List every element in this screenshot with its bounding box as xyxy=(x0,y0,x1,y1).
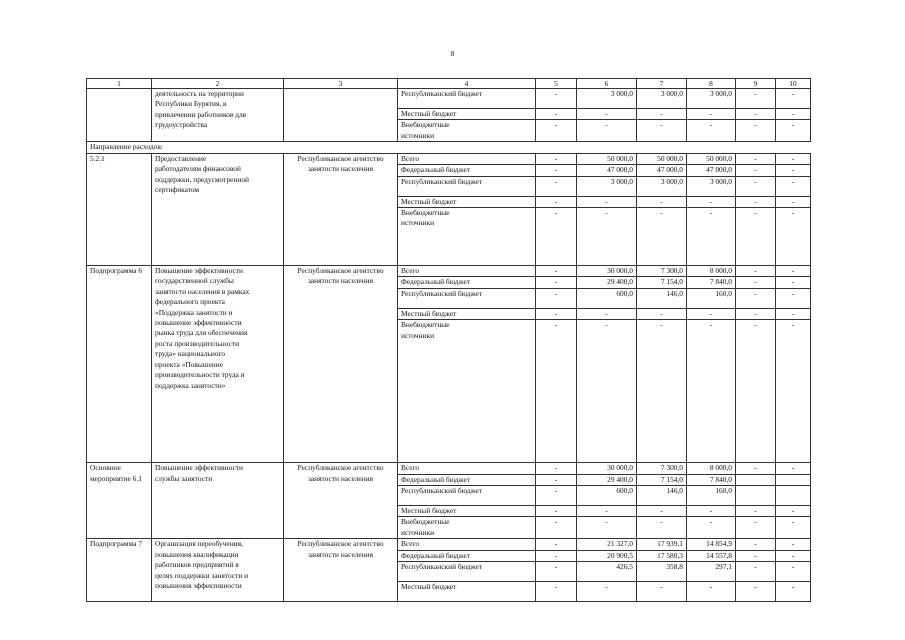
value-cell: - xyxy=(776,208,811,266)
funding-source xyxy=(398,506,536,517)
value-cell: 14 557,8 xyxy=(687,550,736,561)
value-cell: - xyxy=(577,320,637,463)
funding-source-label: Внебюджетные источники xyxy=(401,120,450,140)
value-cell: - xyxy=(736,550,776,561)
value-cell: - xyxy=(577,506,637,517)
value-cell: - xyxy=(776,320,811,463)
column-header: 9 xyxy=(736,79,776,89)
value-cell: 3 000,0 xyxy=(687,176,736,196)
description-cell xyxy=(152,89,284,142)
column-header: 7 xyxy=(637,79,687,89)
column-header: 8 xyxy=(687,79,736,89)
value-cell: - xyxy=(776,463,811,474)
value-cell: - xyxy=(736,120,776,142)
value-cell: - xyxy=(637,208,687,266)
column-header: 1 xyxy=(87,79,152,89)
description-cell xyxy=(152,463,284,539)
value-cell: - xyxy=(637,320,687,463)
value-cell: - xyxy=(687,196,736,207)
value-cell: 7 840,0 xyxy=(687,474,736,485)
value-cell: - xyxy=(577,582,637,602)
value-cell: - xyxy=(637,582,687,602)
value-cell: 3 000,0 xyxy=(687,89,736,109)
value-cell: 21 327,0 xyxy=(577,539,637,550)
column-header: 2 xyxy=(152,79,284,89)
value-cell xyxy=(736,486,776,506)
value-cell: - xyxy=(736,176,776,196)
value-cell: - xyxy=(776,582,811,602)
value-cell: - xyxy=(536,308,577,319)
value-cell: - xyxy=(776,165,811,176)
funding-source-label: Федеральный бюджет xyxy=(401,550,471,560)
table-row xyxy=(87,463,811,474)
funding-source-label: Республиканский бюджет xyxy=(401,562,483,572)
funding-source xyxy=(398,486,536,506)
funding-source-label: Федеральный бюджет xyxy=(401,165,471,175)
value-cell: - xyxy=(776,506,811,517)
funding-source xyxy=(398,320,536,463)
funding-source xyxy=(398,308,536,319)
value-cell: - xyxy=(776,266,811,277)
funding-source xyxy=(398,539,536,550)
funding-source xyxy=(398,153,536,164)
value-cell: - xyxy=(536,474,577,485)
value-cell: - xyxy=(736,517,776,539)
value-cell: - xyxy=(687,308,736,319)
executor-cell xyxy=(284,266,398,463)
funding-source-label: Федеральный бюджет xyxy=(401,474,471,484)
value-cell: 50 000,0 xyxy=(687,153,736,164)
value-cell: - xyxy=(637,120,687,142)
value-cell: 426,5 xyxy=(577,562,637,582)
funding-source-label: Местный бюджет xyxy=(401,582,457,592)
value-cell: 160,0 xyxy=(687,288,736,308)
value-cell: - xyxy=(776,562,811,582)
table-row xyxy=(87,153,811,164)
funding-source xyxy=(398,288,536,308)
value-cell: - xyxy=(536,153,577,164)
value-cell: - xyxy=(736,288,776,308)
funding-source xyxy=(398,196,536,207)
value-cell: - xyxy=(736,463,776,474)
value-cell: - xyxy=(776,120,811,142)
value-cell: 8 000,0 xyxy=(687,266,736,277)
funding-source-label: Всего xyxy=(401,266,420,276)
value-cell: - xyxy=(736,208,776,266)
executor: Республиканское агентство занятости населения xyxy=(297,266,384,286)
value-cell: - xyxy=(776,153,811,164)
value-cell: - xyxy=(637,196,687,207)
column-header: 5 xyxy=(536,79,577,89)
funding-source-label: Всего xyxy=(401,153,420,163)
funding-source-label: Федеральный бюджет xyxy=(401,277,471,287)
funding-source xyxy=(398,550,536,561)
value-cell: 29 400,0 xyxy=(577,277,637,288)
value-cell: 17 939,1 xyxy=(637,539,687,550)
executor: Республиканское агентство занятости населения xyxy=(297,153,384,174)
value-cell: - xyxy=(577,196,637,207)
value-cell: 47 000,0 xyxy=(637,165,687,176)
funding-source-label: Республиканский бюджет xyxy=(401,486,483,496)
value-cell: - xyxy=(536,463,577,474)
value-cell: - xyxy=(776,176,811,196)
value-cell xyxy=(736,474,776,485)
value-cell: - xyxy=(776,550,811,561)
value-cell: 146,0 xyxy=(637,288,687,308)
value-cell: - xyxy=(536,288,577,308)
value-cell: - xyxy=(736,266,776,277)
code-cell xyxy=(87,266,152,463)
value-cell: - xyxy=(736,196,776,207)
value-cell: - xyxy=(776,109,811,120)
value-cell: - xyxy=(577,120,637,142)
column-header: 3 xyxy=(284,79,398,89)
value-cell: - xyxy=(536,89,577,109)
funding-source-label: Местный бюджет xyxy=(401,506,457,516)
funding-source-label: Внебюджетные источники xyxy=(401,208,450,228)
value-cell: - xyxy=(637,517,687,539)
code-cell xyxy=(87,539,152,602)
executor-cell xyxy=(284,153,398,265)
column-header: 4 xyxy=(398,79,536,89)
program-description: деятельность на территории Республики Бурятия, в привлечении работников для трудоустройства xyxy=(155,89,247,130)
funding-source-label: Всего xyxy=(401,539,420,549)
funding-source-label: Республиканский бюджет xyxy=(401,89,483,98)
executor: Республиканское агентство занятости населения xyxy=(297,463,384,483)
section-row xyxy=(87,142,811,153)
table-row xyxy=(87,539,811,550)
value-cell: - xyxy=(736,277,776,288)
funding-source xyxy=(398,277,536,288)
value-cell: - xyxy=(536,109,577,120)
value-cell: 7 300,0 xyxy=(637,463,687,474)
value-cell: 30 000,0 xyxy=(577,463,637,474)
value-cell: 7 154,0 xyxy=(637,277,687,288)
column-header: 6 xyxy=(577,79,637,89)
value-cell: - xyxy=(736,89,776,109)
funding-source xyxy=(398,474,536,485)
value-cell: 297,1 xyxy=(687,562,736,582)
value-cell: 600,0 xyxy=(577,288,637,308)
value-cell: 14 854,9 xyxy=(687,539,736,550)
executor-cell xyxy=(284,89,398,142)
value-cell: - xyxy=(776,539,811,550)
value-cell: - xyxy=(687,320,736,463)
value-cell: - xyxy=(736,320,776,463)
value-cell: - xyxy=(687,120,736,142)
value-cell: - xyxy=(736,153,776,164)
value-cell: 3 000,0 xyxy=(577,176,637,196)
value-cell: - xyxy=(536,539,577,550)
funding-source-label: Местный бюджет xyxy=(401,308,457,318)
value-cell: - xyxy=(536,120,577,142)
value-cell: - xyxy=(536,176,577,196)
value-cell: - xyxy=(776,89,811,109)
funding-source xyxy=(398,562,536,582)
value-cell: 160,0 xyxy=(687,486,736,506)
value-cell: - xyxy=(637,109,687,120)
value-cell: - xyxy=(736,165,776,176)
value-cell: - xyxy=(637,308,687,319)
value-cell: - xyxy=(577,517,637,539)
direction-label: Направление расходов: xyxy=(87,142,811,153)
value-cell: 7 840,0 xyxy=(687,277,736,288)
value-cell: - xyxy=(776,277,811,288)
value-cell: - xyxy=(577,208,637,266)
value-cell: - xyxy=(776,196,811,207)
value-cell: - xyxy=(736,109,776,120)
value-cell: 7 300,0 xyxy=(637,266,687,277)
value-cell: 3 000,0 xyxy=(577,89,637,109)
funding-source-label: Местный бюджет xyxy=(401,196,457,206)
executor-cell xyxy=(284,539,398,602)
description-cell xyxy=(152,266,284,463)
value-cell: - xyxy=(776,288,811,308)
code-cell xyxy=(87,89,152,142)
value-cell: 30 000,0 xyxy=(577,266,637,277)
funding-source-label: Местный бюджет xyxy=(401,109,457,118)
value-cell: - xyxy=(736,562,776,582)
funding-source-label: Внебюджетные источники xyxy=(401,320,450,340)
funding-source xyxy=(398,165,536,176)
description-cell xyxy=(152,539,284,602)
value-cell: - xyxy=(536,486,577,506)
value-cell: - xyxy=(577,109,637,120)
value-cell: - xyxy=(687,506,736,517)
funding-source-label: Всего xyxy=(401,463,420,473)
funding-source xyxy=(398,89,536,109)
value-cell: - xyxy=(687,208,736,266)
value-cell: 600,0 xyxy=(577,486,637,506)
program-description: Организация переобучения, повышения квалификации работников предприятий в целях поддержки занятости и повышения эффективности xyxy=(155,539,249,591)
program-code: Подпрограмма 7 xyxy=(90,539,143,549)
funding-source xyxy=(398,176,536,196)
funding-source xyxy=(398,120,536,142)
value-cell: - xyxy=(536,506,577,517)
value-cell: - xyxy=(736,506,776,517)
value-cell: - xyxy=(736,539,776,550)
value-cell: - xyxy=(536,550,577,561)
value-cell: - xyxy=(536,320,577,463)
value-cell: - xyxy=(536,165,577,176)
value-cell: 146,0 xyxy=(637,486,687,506)
funding-source xyxy=(398,109,536,120)
value-cell xyxy=(776,474,811,485)
funding-source-label: Республиканский бюджет xyxy=(401,176,483,186)
value-cell: - xyxy=(687,109,736,120)
value-cell: - xyxy=(536,582,577,602)
value-cell: - xyxy=(776,308,811,319)
value-cell: - xyxy=(536,562,577,582)
program-code: 5.2.1 xyxy=(90,153,105,163)
description-cell xyxy=(152,153,284,265)
value-cell: 47 000,0 xyxy=(577,165,637,176)
value-cell: 3 000,0 xyxy=(637,176,687,196)
table-row xyxy=(87,89,811,109)
value-cell: - xyxy=(536,277,577,288)
table-header-row xyxy=(87,79,811,89)
table-row xyxy=(87,266,811,277)
funding-source-label: Внебюджетные источники xyxy=(401,517,450,537)
program-code: Подпрограмма 6 xyxy=(90,266,143,276)
value-cell: - xyxy=(687,517,736,539)
value-cell: - xyxy=(536,517,577,539)
value-cell: - xyxy=(687,582,736,602)
value-cell: 8 000,0 xyxy=(687,463,736,474)
value-cell: 20 900,5 xyxy=(577,550,637,561)
code-cell xyxy=(87,463,152,539)
value-cell: - xyxy=(536,266,577,277)
value-cell: 358,8 xyxy=(637,562,687,582)
value-cell: - xyxy=(577,308,637,319)
funding-source xyxy=(398,463,536,474)
value-cell: 47 000,0 xyxy=(687,165,736,176)
funding-source xyxy=(398,208,536,266)
value-cell: - xyxy=(536,208,577,266)
budget-table xyxy=(86,78,811,602)
value-cell: 7 154,0 xyxy=(637,474,687,485)
value-cell: 50 000,0 xyxy=(577,153,637,164)
value-cell: 3 000,0 xyxy=(637,89,687,109)
value-cell: - xyxy=(736,582,776,602)
program-description: Повышение эффективности службы занятости xyxy=(155,463,243,483)
executor: Республиканское агентство занятости населения xyxy=(297,539,384,559)
value-cell: - xyxy=(736,308,776,319)
value-cell: - xyxy=(776,517,811,539)
value-cell: - xyxy=(536,196,577,207)
program-description: Предоставление работодателям финансовой поддержки, предусмотренной сертификатом xyxy=(155,153,249,195)
code-cell xyxy=(87,153,152,265)
executor-cell xyxy=(284,463,398,539)
value-cell: 50 000,0 xyxy=(637,153,687,164)
value-cell: - xyxy=(637,506,687,517)
column-header: 10 xyxy=(776,79,811,89)
funding-source xyxy=(398,582,536,602)
funding-source-label: Республиканский бюджет xyxy=(401,288,483,298)
value-cell: 17 580,3 xyxy=(637,550,687,561)
funding-source xyxy=(398,266,536,277)
value-cell xyxy=(776,486,811,506)
program-description: Повышение эффективности государственной службы занятости населения в рамках федерального проекта «Поддержка занятости и повышение эффективности рынка труда для обеспечения роста производительности труда» национального проекта «Повышение производительности труда и поддержка занятости» xyxy=(155,266,250,390)
program-code: Основное мероприятие 6.1 xyxy=(90,463,142,483)
page-number: 8 xyxy=(450,50,455,58)
value-cell: 29 400,0 xyxy=(577,474,637,485)
funding-source xyxy=(398,517,536,539)
